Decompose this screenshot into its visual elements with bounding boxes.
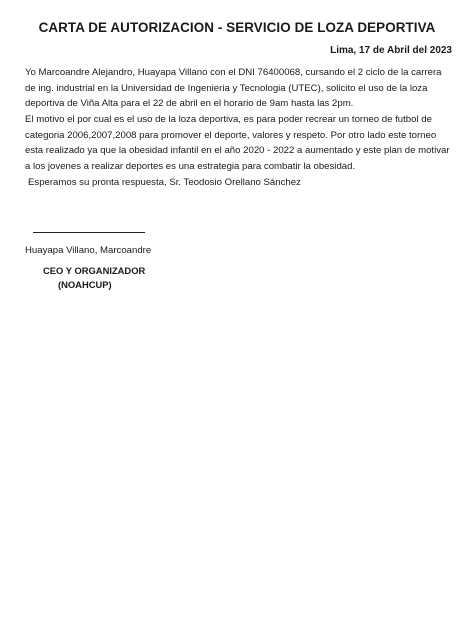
- paragraph-request: Yo Marcoandre Alejandro, Huayapa Villano con el DNI 76400068, cursando el 2 ciclo de la carrera de ing. industrial en la Universidad de Ingenieria y Tecnologia (UTEC), solicito el uso de la loza deportiva de Viña Alta para el 22 de abril en el horario de 9am hasta las 2pm.: [25, 67, 442, 109]
- letter-date: Lima, 17 de Abril del 2023: [330, 45, 452, 56]
- signature-role: CEO Y ORGANIZADOR: [43, 265, 146, 276]
- paragraph-motive: El motivo el por cual es el uso de la loza deportiva, es para poder recrear un torneo de futbol de categoria 2006,2007,2008 para promover el deporte, valores y respeto. Por otro lado este torneo esta realizado ya que la obesidad infantil en el año 2020 - 2022 a aumentado y este plan de motivar a los jovenes a realizar deportes es una estrategia para combatir la obesidad.: [25, 114, 450, 172]
- signature-line: [33, 232, 145, 233]
- paragraph-closing: Esperamos su pronta respuesta, Sr. Teodosio Orellano Sánchez: [28, 177, 301, 188]
- signature-name: Huayapa Villano, Marcoandre: [25, 245, 152, 256]
- letter-title: CARTA DE AUTORIZACION - SERVICIO DE LOZA DEPORTIVA: [38, 20, 436, 35]
- signature-organization: (NOAHCUP): [58, 279, 112, 290]
